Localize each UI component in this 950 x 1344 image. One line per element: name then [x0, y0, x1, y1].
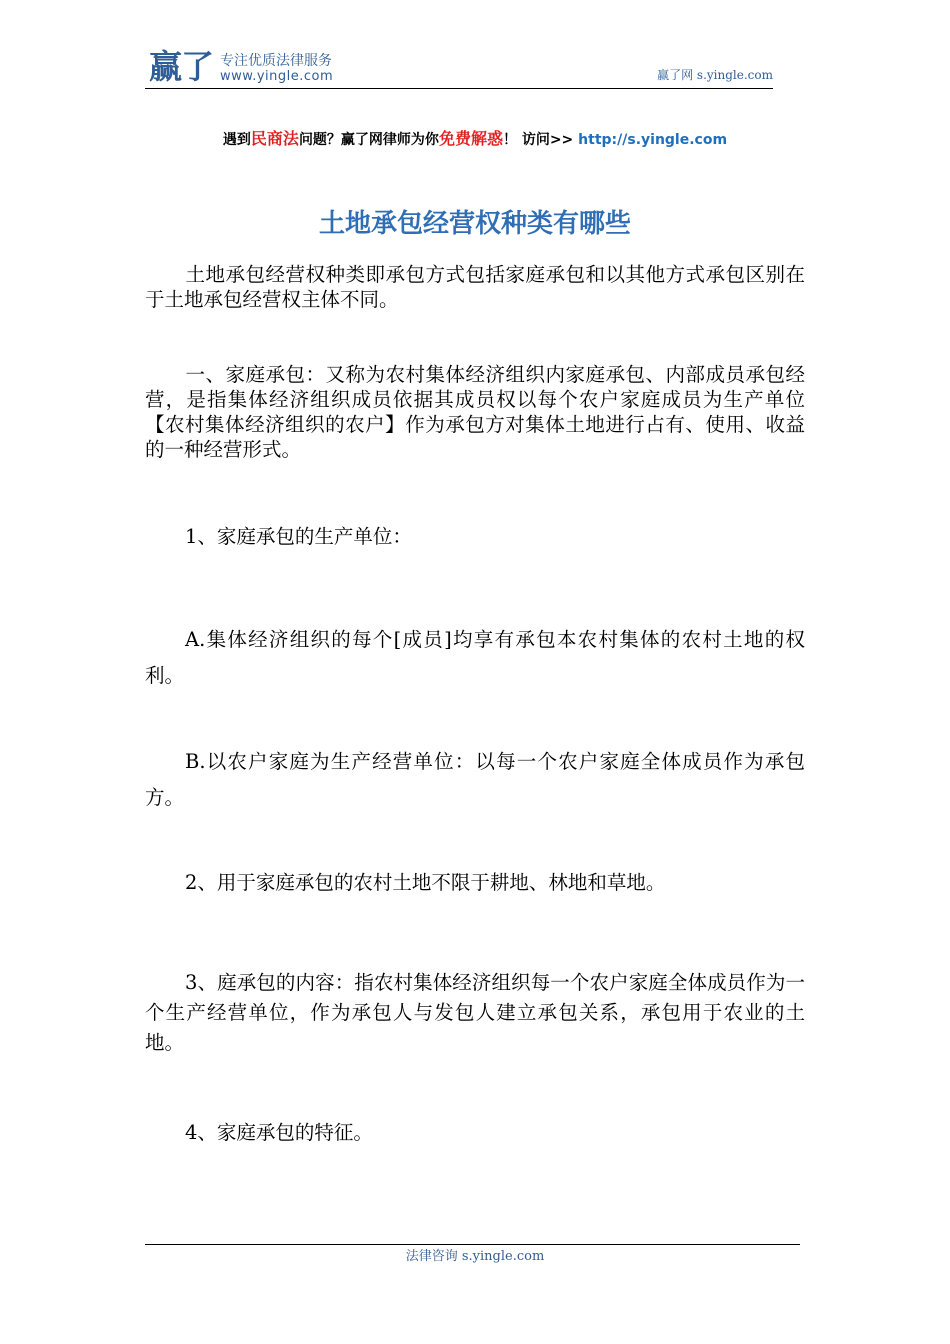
promo-highlight-free: 免费解惑: [438, 129, 503, 148]
paragraph-item-a: A.集体经济组织的每个[成员]均享有承包本农村集体的农村土地的权利。: [145, 628, 805, 687]
paragraph-household-contract: 一、家庭承包：又称为农村集体经济组织内家庭承包、内部成员承包经营，是指集体经济组织成员依据其成员权以每个农户家庭成员为生产单位【农村集体经济组织的农户】作为承包方对集体土地进行占有、使用、收益的一种经营形式。: [145, 363, 805, 461]
page-header: [145, 48, 773, 89]
logo-url[interactable]: www.yingle.com: [220, 69, 334, 84]
paragraph-item-3: 3、庭承包的内容：指农村集体经济组织每一个农户家庭全体成员作为一个生产经营单位，作为承包人与发包人建立承包关系，承包用于农业的土地。: [145, 971, 805, 1054]
promo-highlight-civil-law: 民商法: [250, 129, 299, 148]
paragraph-item-b: B.以农户家庭为生产经营单位：以每一个农户家庭全体成员作为承包方。: [145, 750, 805, 809]
footer-divider: [145, 1244, 800, 1245]
footer-text[interactable]: 法律咨询 s.yingle.com: [405, 1249, 545, 1264]
logo-slogan: 专注优质法律服务: [220, 53, 332, 69]
paragraph-item-1: 1、家庭承包的生产单位：: [185, 525, 412, 548]
paragraph-item-4: 4、家庭承包的特征。: [185, 1121, 373, 1144]
paragraph-intro: 土地承包经营权种类即承包方式包括家庭承包和以其他方式承包区别在于土地承包经营权主体不同。: [145, 263, 805, 311]
promo-text-1: 遇到: [222, 132, 251, 148]
promo-link[interactable]: http://s.yingle.com: [578, 132, 728, 148]
article-title: 土地承包经营权种类有哪些: [318, 209, 631, 239]
promo-banner: [0, 128, 950, 151]
paragraph-item-2: 2、用于家庭承包的农村土地不限于耕地、林地和草地。: [185, 871, 666, 894]
header-site-link[interactable]: 赢了网 s.yingle.com: [657, 68, 773, 82]
promo-text-3: ！ 访问>>: [502, 132, 579, 148]
logo-mark: 赢了: [149, 47, 213, 86]
promo-text-2: 问题？赢了网律师为你: [298, 132, 439, 148]
